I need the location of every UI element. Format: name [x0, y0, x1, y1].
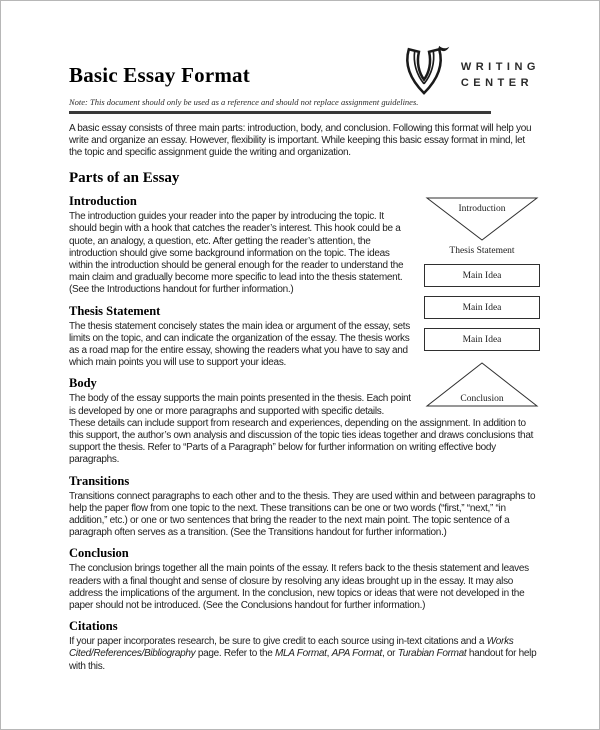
- section-introduction-heading: Introduction: [69, 194, 137, 209]
- section-transitions-heading: Transitions: [69, 473, 130, 488]
- conclusion-triangle: [424, 360, 540, 408]
- page-content: [1, 1, 599, 674]
- introduction-triangle: [424, 196, 540, 242]
- introduction-triangle-label: Introduction: [458, 204, 506, 215]
- logo-wordmark: [461, 53, 540, 91]
- section-introduction-body: The introduction guides your reader into the paper by introducing the topic. It should begin with a hook that catches the reader’s interest. This hook could be a quote, an analogy, a question, etc. After getting the reader’s attention, the introduction should give some background information on the topic. The ideas within the introduction should be general enough for the reader to understand the main claim and gradually become more specific to lead into the thesis statement. (See the Introductions handout for further information.): [69, 211, 404, 296]
- section-conclusion-body: The conclusion brings together all the main points of the essay. It refers back to the thesis statement and leaves readers with a final thought and sense of closure by resolving any ideas brought up in the essay. It may also address the implications of the argument. In the conclusion, new topics or ideas that were not developed in the paper should not be introduced. (See the Conclusions handout for further information.): [69, 563, 529, 611]
- section-transitions-body: Transitions connect paragraphs to each other and to the thesis. They are used within and between paragraphs to help the paper flow from one topic to the next. These transitions can be one or two words (“first,” “next,” “in addition,” etc.) or one or two sentences that bring the reader to the next main point. The topic sentence of a paragraph often serves as a transition. (See the Transitions handout for further information.): [69, 490, 536, 539]
- section-thesis-statement-heading: Thesis Statement: [69, 303, 161, 318]
- main-idea-box-3: Main Idea: [424, 328, 540, 351]
- section-conclusion-heading: Conclusion: [69, 546, 129, 561]
- logo-wordmark-line2: CENTER: [460, 77, 534, 89]
- section-body-heading: Body: [69, 376, 97, 391]
- essay-structure-diagram: [424, 196, 540, 408]
- main-idea-box-1: Main Idea: [424, 264, 540, 287]
- uvu-monogram-icon: [397, 43, 451, 101]
- thesis-statement-label: Thesis Statement: [449, 246, 515, 257]
- section-thesis-statement-body: The thesis statement concisely states the main idea or argument of the essay, sets limits on the topic, and can indicate the organization of the essay. The thesis works as a road map for the entire essay, showing the readers what you have to say and which main points you will use to support your ideas.: [69, 320, 410, 369]
- main-idea-box-2: Main Idea: [424, 296, 540, 319]
- logo-wordmark-line1: WRITING: [460, 61, 540, 73]
- note-text: Note: This document should only be used as a reference and should not replace assignment guidelines.: [69, 97, 419, 107]
- section-citations-heading: Citations: [69, 619, 118, 634]
- header: [69, 1, 540, 107]
- opening-paragraph: A basic essay consists of three main parts: introduction, body, and conclusion. Following this format will help you write and organize an essay. However, flexibility is important. While keeping this basic essay format in mind, let the topic and specific assignment guide the writing and organization.: [69, 122, 532, 158]
- writing-center-logo: [397, 43, 540, 101]
- sections-flow: [69, 194, 540, 674]
- conclusion-triangle-label: Conclusion: [460, 394, 504, 405]
- parts-of-an-essay-heading: Parts of an Essay: [69, 170, 180, 187]
- section-citations-body: If your paper incorporates research, be sure to give credit to each source using in-text citations and a Works Cited/References/Bibliography page. Refer to the MLA Format, APA Format, or Turabian Format handout for help with this.: [69, 636, 537, 672]
- divider-rule: [69, 111, 491, 114]
- page-title: Basic Essay Format: [69, 63, 250, 87]
- section-body-body: The body of the essay supports the main points presented in the thesis. Each point is developed by one or more paragraphs and supported with specific details. These details can include support from research and experiences, depending on the assignment. In addition to this support, the author’s own analysis and discussion of the topic ties ideas together and draws conclusions that support the thesis. Refer to “Parts of a Paragraph” below for further information on writing effective body paragraphs.: [69, 393, 534, 466]
